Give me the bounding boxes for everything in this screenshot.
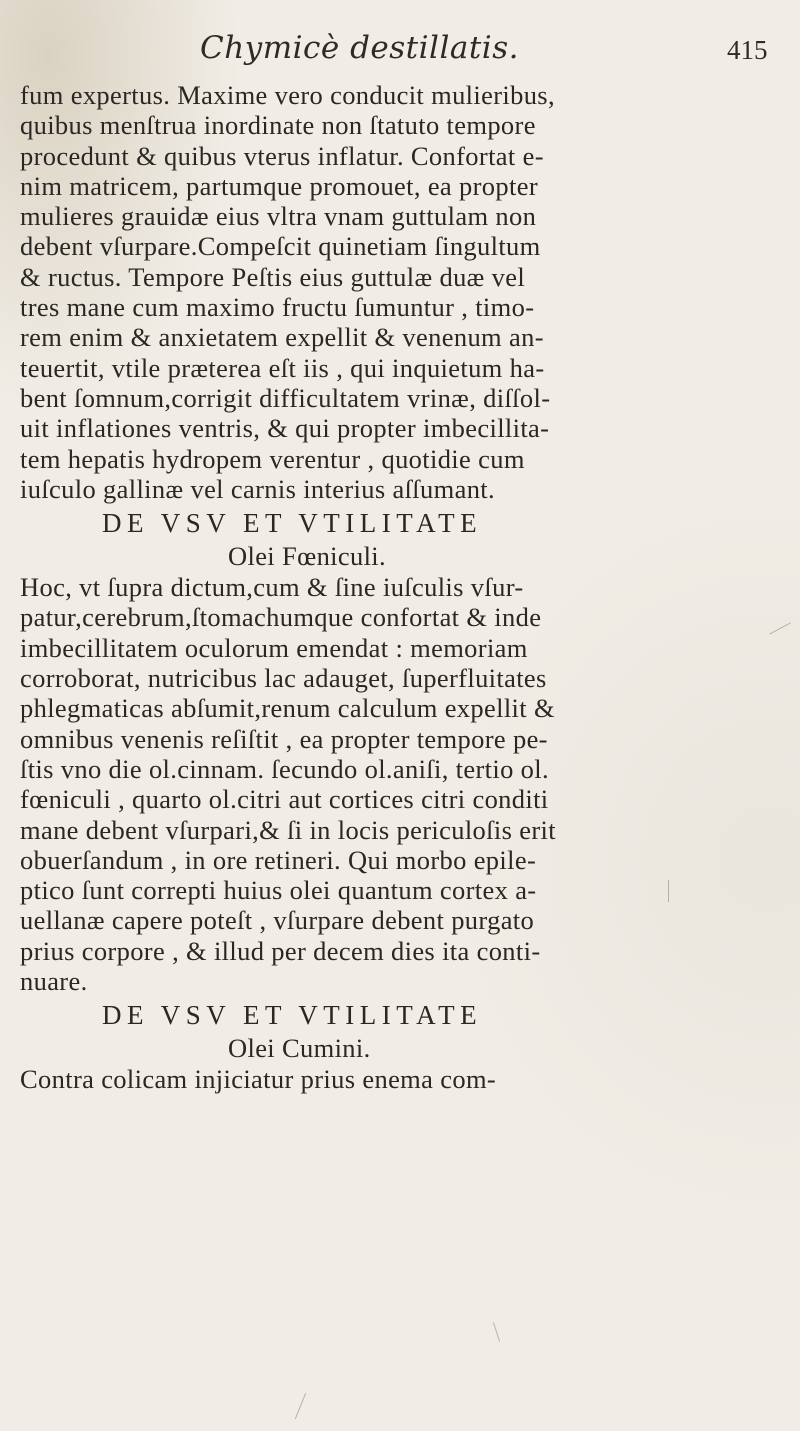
text-line: corroborat, nutricibus lac adauget, ſuperfluitates — [20, 663, 547, 694]
text-line: fum expertus. Maxime vero conducit mulieribus, — [20, 80, 555, 110]
running-title: Chymicè destillatis. — [200, 30, 519, 66]
text-line: nim matricem, partumque promouet, ea propter — [20, 170, 538, 201]
page-header — [0, 30, 800, 70]
text-line: patur,cerebrum,ſtomachumque confortat & inde — [20, 602, 542, 633]
text-line: nuare. — [20, 966, 88, 997]
text-line: tres mane cum maximo fructu ſumuntur , timo- — [20, 292, 535, 323]
text-line: obuerſandum , in ore retineri. Qui morbo epile- — [20, 844, 537, 875]
text-line: rem enim & anxietatem expellit & venenum an- — [20, 322, 544, 353]
text-line: Contra colicam injiciatur prius enema com- — [20, 1064, 497, 1095]
text-line: omnibus venenis reſiſtit , ea propter tempore pe- — [20, 723, 548, 754]
text-line: & ructus. Tempore Peſtis eius guttulæ duæ vel — [20, 261, 526, 292]
section-heading: DE VSV ET VTILITATE — [102, 508, 483, 539]
section-subheading: Olei Fœniculi. — [228, 541, 386, 572]
text-line: procedunt & quibus vterus inflatur. Confortat e- — [20, 140, 544, 171]
ink-speck — [493, 1322, 500, 1341]
text-line: phlegmaticas abſumit,renum calculum expellit & — [20, 693, 555, 724]
text-line: uellanæ capere poteſt , vſurpare debent purgato — [20, 905, 535, 936]
paragraph-continuation — [20, 80, 795, 504]
text-line: fœniculi , quarto ol.citri aut cortices citri conditi — [20, 784, 549, 815]
section-heading: DE VSV ET VTILITATE — [102, 1000, 483, 1031]
text-line: tem hepatis hydropem verentur , quotidie cum — [20, 443, 525, 474]
text-line: ſtis vno die ol.cinnam. ſecundo ol.aniſi, tertio ol. — [20, 753, 549, 784]
text-line: mane debent vſurpari,& ſi in locis periculoſis erit — [20, 814, 556, 845]
text-line: teuertit, vtile prætereа eſt iis , qui inquietum ha- — [20, 352, 545, 383]
text-line: iuſculo gallinæ vel carnis interius aſſumant. — [20, 473, 495, 504]
text-line: uit inflationes ventris, & qui propter imbecillita- — [20, 413, 550, 444]
section-subheading: Olei Cumini. — [228, 1033, 371, 1064]
text-line: quibus menſtrua inordinate non ſtatuto tempore — [20, 110, 536, 141]
ink-speck — [295, 1393, 306, 1419]
text-line: mulieres grauidæ eius vltra vnam guttulam non — [20, 201, 537, 232]
text-line: debent vſurpare.Compeſcit quinetiam ſingultum — [20, 231, 541, 262]
text-line: bent ſomnum,corrigit difficultatem vrinæ, diſſol- — [20, 382, 551, 413]
page-number: 415 — [727, 35, 768, 65]
text-line: imbecillitatem oculorum emendat : memoriam — [20, 632, 528, 663]
body-text — [20, 80, 795, 1095]
text-line: prius corpore , & illud per decem dies ita conti- — [20, 935, 541, 966]
section-oleum-cumini — [20, 998, 795, 1094]
text-line: Hoc, vt ſupra dictum,cum & ſine iuſculis vſur- — [20, 572, 524, 603]
text-line: ptico ſunt correpti huius olei quantum cortex a- — [20, 875, 537, 906]
section-oleum-foeniculi — [20, 506, 795, 996]
